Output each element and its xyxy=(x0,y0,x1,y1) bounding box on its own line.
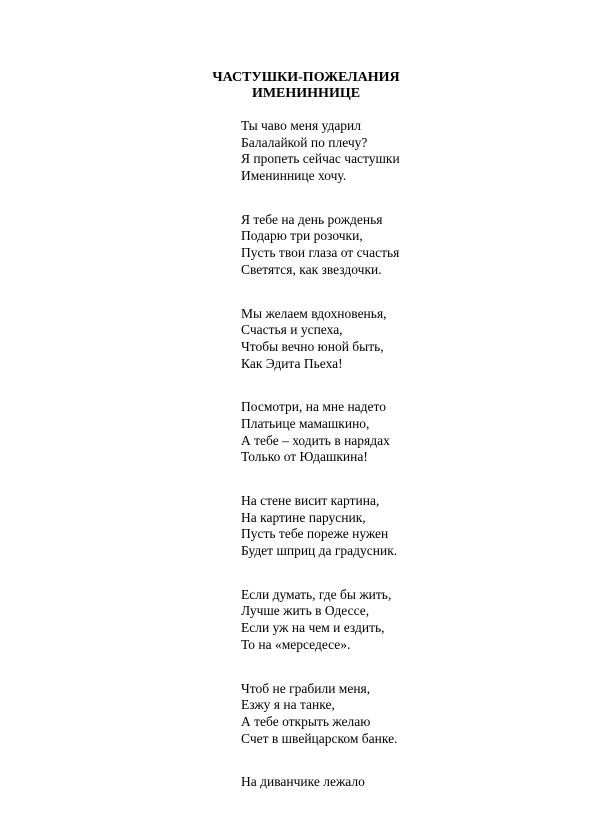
poem-line: Езжу я на танке, xyxy=(241,697,335,713)
poem-line: Имениннице хочу. xyxy=(241,168,347,184)
poem-line: Мы желаем вдохновенья, xyxy=(241,305,387,321)
poem-line: Посмотри, на мне надето xyxy=(241,399,387,415)
poem-line: Лучше жить в Одессе, xyxy=(241,603,370,619)
poem-line: Подарю три розочки, xyxy=(241,228,363,244)
poem-line: На стене висит картина, xyxy=(241,493,380,508)
title-line-2: ИМЕНИННИЦЕ xyxy=(251,86,361,101)
poem-line: Балалайкой по плечу? xyxy=(241,134,368,150)
poem-body xyxy=(241,118,571,818)
poem-line: На картине парусник, xyxy=(241,509,366,525)
poem-line: Чтоб не грабили меня, xyxy=(241,680,371,696)
stanza-3 xyxy=(241,306,571,373)
poem-line: Чтобы вечно юной быть, xyxy=(241,338,384,354)
poem-line: Я пропеть сейчас частушки xyxy=(241,151,400,167)
poem-line: Я тебе на день рожденья xyxy=(241,211,383,227)
poem-line: Счастья и успеха, xyxy=(241,322,343,338)
stanza-7 xyxy=(241,681,571,748)
poem-line: А тебе – ходить в нарядах xyxy=(241,432,390,448)
stanza-4 xyxy=(241,399,571,466)
poem-line: Как Эдита Пьеха! xyxy=(241,355,343,371)
poem-line: Если думать, где бы жить, xyxy=(241,586,392,602)
poem-line: Ты чаво меня ударил xyxy=(241,118,362,133)
poem-line: Светятся, как звездочки. xyxy=(241,261,382,277)
poem-line: Будет шприц да градусник. xyxy=(241,543,398,559)
document-title xyxy=(0,70,612,102)
stanza-1 xyxy=(241,118,571,185)
poem-line: Только от Юдашкина! xyxy=(241,449,368,465)
poem-line: На диванчике лежало xyxy=(241,774,365,790)
poem-line: Если уж на чем и ездить, xyxy=(241,620,385,636)
stanza-2 xyxy=(241,212,571,279)
title-line-1: ЧАСТУШКИ-ПОЖЕЛАНИЯ xyxy=(212,70,400,85)
stanza-6 xyxy=(241,587,571,654)
poem-line: То на «мерседесе». xyxy=(241,636,351,652)
poem-line: Пусть твои глаза от счастья xyxy=(241,245,400,261)
poem-line: А тебе открыть желаю xyxy=(241,713,371,729)
poem-line: Платьице мамашкино, xyxy=(241,415,370,431)
stanza-8 xyxy=(241,774,571,791)
stanza-5 xyxy=(241,493,571,560)
poem-line: Пусть тебе пореже нужен xyxy=(241,526,389,542)
poem-line: Счет в швейцарском банке. xyxy=(241,730,398,746)
